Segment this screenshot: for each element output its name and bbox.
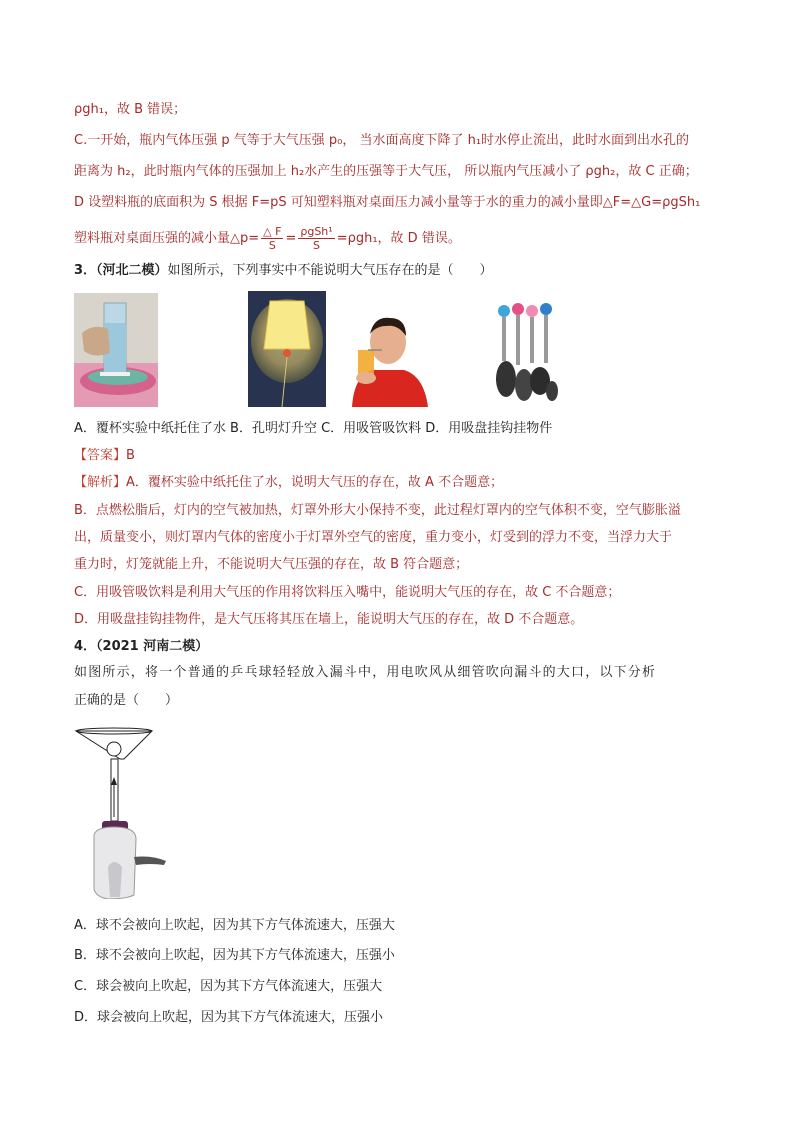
equals-sign: = [285,231,297,246]
question-4-option-c: C．球会被向上吹起，因为其下方气体流速大，压强大 [74,979,383,994]
question-3-answer [74,447,135,465]
answer-value: B [126,448,135,463]
analysis-b-line-2: 出，质量变小，则灯罩内气体的密度小于灯罩外空气的密度，重力变小，灯受到的浮力不变，当浮力大于 [74,530,673,545]
question-4-stem-line-2: 正确的是（ ） [74,693,179,708]
analysis-c: C．用吸管吸饮料是利用大气压的作用将饮料压入嘴中，能说明大气压的存在，故 C 不合题意； [74,585,621,600]
overturned-cup-photo [74,293,158,407]
fraction-weight-over-area [298,225,334,252]
analysis-b-line-3: 重力时，灯笼就能上升，不能说明大气压强的存在，故 B 符合题意； [74,557,469,572]
pressure-change-prefix: 塑料瓶对桌面压强的减小量△p= [74,231,260,246]
fraction-2-denominator: S [313,239,321,252]
question-4-option-b: B．球不会被向上吹起，因为其下方气体流速大，压强小 [74,948,395,963]
question-4-option-a: A．球不会被向上吹起，因为其下方气体流速大，压强大 [74,918,395,933]
prev-solution-line-2: C.一开始，瓶内气体压强 p 气等于大气压强 p₀， 当水面高度下降了 h₁时水停止流出，此时水面到出水孔的 [74,133,690,148]
prev-solution-line-5 [74,225,461,252]
analysis-tag: 【解析】 [74,475,127,490]
analysis-d: D．用吸盘挂钩挂物件，是大气压将其压在墙上，能说明大气压的存在，故 D 不合题意。 [74,612,584,627]
question-3-title: 3．（河北二模） [74,263,168,278]
prev-solution-line-3: 距离为 h₂，此时瓶内气体的压强加上 h₂水产生的压强等于大气压， 所以瓶内气压减小了 ρgh₂，故 C 正确； [74,164,698,179]
fraction-2-numerator: ρgSh¹ [300,225,333,238]
pressure-change-suffix: =ρgh₁，故 D 错误。 [336,231,461,246]
analysis-a: A．覆杯实验中纸托住了水，说明大气压的存在，故 A 不合题意； [126,475,504,490]
question-3-stem: 如图所示，下列事实中不能说明大气压存在的是（ ） [167,263,493,278]
question-3-options: A．覆杯实验中纸托住了水 B．孔明灯升空 C．用吸管吸饮料 D．用吸盘挂钩挂物件 [74,421,553,436]
answer-tag: 【答案】 [74,448,127,463]
question-3-analysis-a-line [74,474,503,492]
analysis-b-line-1: B．点燃松脂后，灯内的空气被加热，灯罩外形大小保持不变，此过程灯罩内的空气体积不变，空气膨胀溢 [74,503,681,518]
question-4-title: 4．（2021 河南二模） [74,639,209,654]
fraction-1-denominator: S [268,239,276,252]
sky-lantern-photo [248,291,326,407]
suction-hooks-photo [494,299,558,407]
prev-solution-line-4: D 设塑料瓶的底面积为 S 根据 F=pS 可知塑料瓶对桌面压力减小量等于水的重力的减小量即△F=△G=ρgSh₁ [74,195,701,210]
fraction-force-over-area [261,225,283,252]
funnel-hairdryer-diagram [74,727,174,899]
fraction-1-numerator: △ F [263,225,282,238]
prev-solution-line-1: ρgh₁，故 B 错误； [74,102,187,117]
boy-drinking-straw-photo [344,306,432,407]
question-3-header [74,262,493,280]
question-4-stem-line-1: 如图所示，将一个普通的乒乓球轻轻放入漏斗中，用电吹风从细管吹向漏斗的大口，以下分析 [74,665,657,680]
question-4-option-d: D．球会被向上吹起，因为其下方气体流速大，压强小 [74,1010,384,1025]
